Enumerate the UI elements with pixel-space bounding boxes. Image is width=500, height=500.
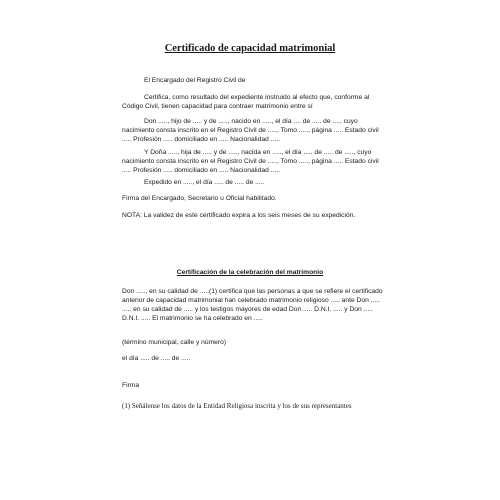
document-title: Certificado de capacidad matrimonial — [164, 43, 336, 54]
celebracion-title: Certificación de la celebración del matrimonio — [176, 269, 324, 276]
celebracion-paragraph: Don ....., en su calidad de .....(1) certifica que las personas a que se refiere el certificado anterior de capacidad matrimonial han celebrado matrimonio religioso ..... ante Don ..... ..... en su calidad de ..... y los testigos mayores de edad Don ..... D.N.I. ..... y Don ..... D.N.I. ..... El matrimonio se ha celebrado en ..... — [122, 288, 383, 322]
certifica-paragraph: Certifica, como resultado del expediente instruido al efecto que, conforme al Código Civil, tienen capacidad para contraer matrimonio entre sí — [122, 94, 370, 110]
firma-encargado-line: Firma del Encargado, Secretario u Oficial habilitado. — [122, 195, 277, 202]
expedido-line: Expedido en ....., el día ..... de ..... de ..... — [144, 179, 265, 186]
footnote: (1) Señálense los datos de la Entidad Religiosa inscrita y los de sus representantes — [122, 402, 352, 410]
termino-municipal-line: (término municipal, calle y número) — [122, 339, 227, 346]
don-paragraph: Don ....., hijo de ..... y de ....., nacido en ....., el día .... de ..... de ...., cuyo nacimiento consta inscrito en el Registro Civil de ....., Tomo ....., página ..... Estado civil ..... Profesión ..... domiciliado en ..... Nacionalidad ..... — [122, 118, 379, 143]
encargado-line: El Encargado del Registro Civil de — [144, 77, 246, 84]
validity-note: NOTA: La validez de este certificado expira a los seis meses de su expedición. — [122, 212, 356, 219]
dona-paragraph: Y Doña ....., hija de ..... y de ....., nacida en ....., el día ..... de ..... de ....., cuyo nacimiento consta inscrito en el Registro Civil de ....., Tomo ....., página ..... Estado civil ..... Profesión ..... domiciliado en ..... Nacionalidad ..... — [122, 149, 379, 174]
firma-line: Firma — [122, 382, 140, 389]
fecha-line: el día ..... de ..... de ..... — [122, 355, 191, 362]
